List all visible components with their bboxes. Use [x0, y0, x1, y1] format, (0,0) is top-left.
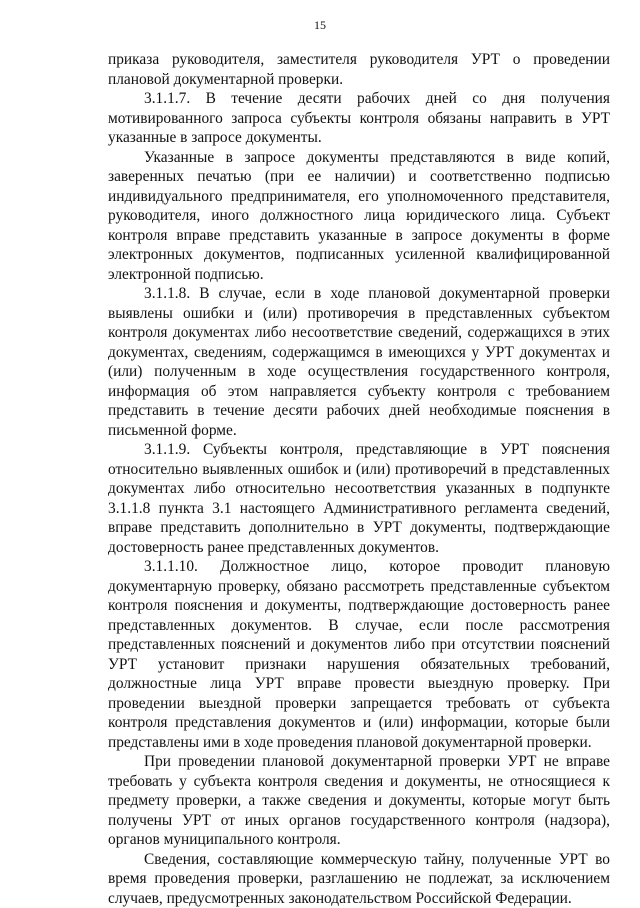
- paragraph-3-1-1-10: 3.1.1.10. Должностное лицо, которое проводит плановую документарную проверку, обязано рассмотреть представленные субъектом контроля пояснения и документы, подтверждающие достоверность ранее представленных документов. В случае, если после рассмотрения представленных пояснений и документов либо при отсутствии пояснений УРТ установит признаки нарушения обязательных требований, должностные лица УРТ вправе провести выездную проверку. При проведении выездной проверки запрещается требовать от субъекта контроля представления документов и (или) информации, которые были представлены ими в ходе проведения плановой документарной проверки.: [108, 557, 610, 752]
- paragraph-trade-secret: Сведения, составляющие коммерческую тайну, полученные УРТ во время проведения проверки, разглашению не подлежат, за исключением случаев, предусмотренных законодательством Российской Федерации.: [108, 850, 610, 908]
- paragraph-document-copies: Указанные в запросе документы представляются в виде копий, заверенных печатью (при ее наличии) и соответственно подписью индивидуального предпринимателя, его уполномоченного представителя, руководителя, иного должностного лица юридического лица. Субъект контроля вправе представить указанные в запросе документы в форме электронных документов, подписанных усиленной квалифицированной электронной подписью.: [108, 148, 610, 285]
- paragraph-restrictions: При проведении плановой документарной проверки УРТ не вправе требовать у субъекта контроля сведения и документы, не относящиеся к предмету проверки, а также сведения и документы, которые могут быть получены УРТ от иных органов государственного контроля (надзора), органов муниципального контроля.: [108, 752, 610, 850]
- paragraph-3-1-1-8: 3.1.1.8. В случае, если в ходе плановой документарной проверки выявлены ошибки и (или) противоречия в представленных субъектом контроля документах либо несоответствие сведений, содержащихся в этих документах, сведениям, содержащимся в имеющихся у УРТ документах и (или) полученным в ходе осуществления государственного контроля, информация об этом направляется субъекту контроля с требованием представить в течение десяти рабочих дней необходимые пояснения в письменной форме.: [108, 284, 610, 440]
- page-number: 15: [0, 18, 640, 33]
- document-body: [108, 50, 610, 908]
- paragraph-3-1-1-9: 3.1.1.9. Субъекты контроля, представляющие в УРТ пояснения относительно выявленных ошибок и (или) противоречий в представленных документах либо относительно несоответствия указанных в подпункте 3.1.1.8 пункта 3.1 настоящего Административного регламента сведений, вправе представить дополнительно в УРТ документы, подтверждающие достоверность ранее представленных документов.: [108, 440, 610, 557]
- paragraph-3-1-1-7: 3.1.1.7. В течение десяти рабочих дней со дня получения мотивированного запроса субъекты контроля обязаны направить в УРТ указанные в запросе документы.: [108, 89, 610, 148]
- paragraph-continuation: приказа руководителя, заместителя руководителя УРТ о проведении плановой документарной проверки.: [108, 50, 610, 89]
